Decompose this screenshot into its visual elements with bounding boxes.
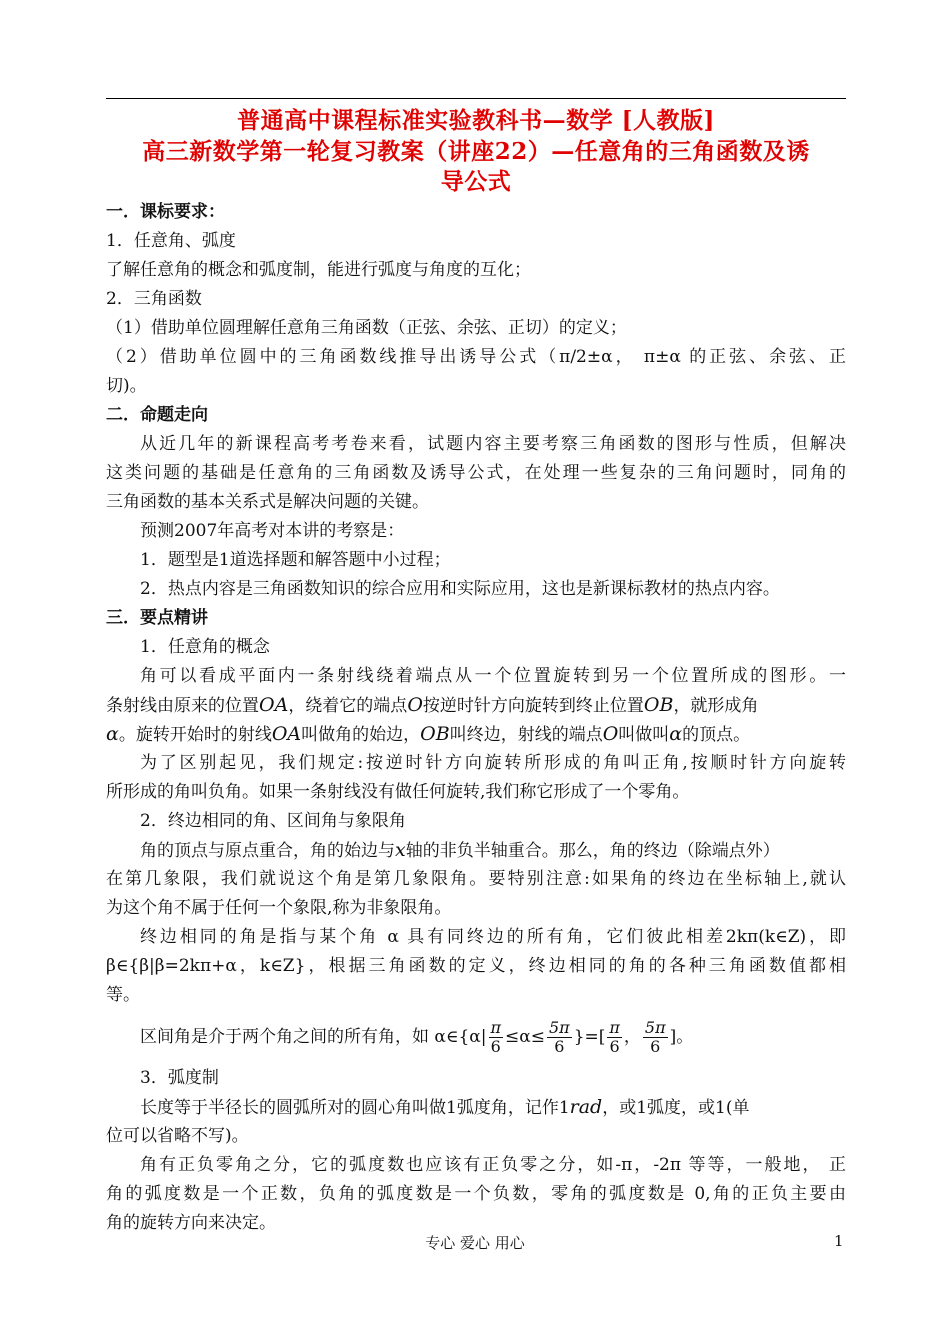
text: 叫做叫 xyxy=(618,725,670,745)
title-line-3: 导公式 xyxy=(440,168,512,195)
paragraph-trend-line-1: 从近几年的新课程高考考卷来看，试题内容主要考察三角函数的图形与性质，但解决 xyxy=(140,434,846,454)
math-OB: OB xyxy=(643,694,674,716)
text: 叫做角的始边， xyxy=(301,725,421,745)
prediction-intro: 预测2007年高考对本讲的考察是： xyxy=(140,521,405,541)
interval-angle-line xyxy=(106,1010,846,1064)
subheading-arbitrary-angle: 1．任意角的概念 xyxy=(140,637,270,657)
page-number: 1 xyxy=(834,1232,844,1250)
text: }=[ xyxy=(573,1027,606,1047)
math-alpha: α xyxy=(106,723,119,745)
numerator: 5π xyxy=(548,1018,570,1037)
denominator: 6 xyxy=(490,1037,501,1056)
math-O: O xyxy=(602,723,619,745)
radian-sign-line-2: 角的弧度数是一个正数，负角的弧度数是一个负数，零角的弧度数是 0,角的正负主要由 xyxy=(106,1184,846,1204)
sign-def-line-1: 为了区别起见，我们规定:按逆时针方向旋转所形成的角叫正角,按顺时针方向旋转 xyxy=(140,753,846,773)
math-x: x xyxy=(395,839,406,861)
title-line-1: 普通高中课程标准实验教科书—数学 [人教版] xyxy=(237,107,715,134)
radian-sign-line-3: 角的旋转方向来决定。 xyxy=(106,1213,276,1233)
text: 轴的非负半轴重合。那么，角的终边（除端点外） xyxy=(405,841,780,861)
prediction-item-1: 1．题型是1道选择题和解答题中小过程； xyxy=(140,550,451,570)
text: 条射线由原来的位置 xyxy=(106,696,259,716)
section-heading-3: 三．要点精讲 xyxy=(106,608,208,628)
item-2: 2．三角函数 xyxy=(106,289,202,309)
text: ，绕着它的端点 xyxy=(288,696,408,716)
angle-def-line-2 xyxy=(106,691,846,720)
text: 的顶点。 xyxy=(682,725,751,745)
item-2-b-line-1: （2）借助单位圆中的三角函数线推导出诱导公式（π/2±α， π±α 的正弦、余弦、正 xyxy=(106,347,846,367)
denominator: 6 xyxy=(609,1037,620,1056)
item-1: 1．任意角、弧度 xyxy=(106,231,236,251)
math-O: O xyxy=(407,694,423,716)
radian-def-line-2: 位可以省略不写)。 xyxy=(106,1126,249,1146)
footer-slogan: 专心 爱心 用心 xyxy=(425,1234,525,1252)
math-OA: OA xyxy=(271,723,302,745)
paragraph-trend-line-3: 三角函数的基本关系式是解决问题的关键。 xyxy=(106,492,429,512)
text: 区间角是介于两个角之间的所有角，如 α∈{α| xyxy=(140,1027,487,1047)
fraction-5pi-over-6 xyxy=(643,1019,668,1056)
radian-def-line-1 xyxy=(106,1093,846,1122)
radian-sign-line-1: 角有正负零角之分，它的弧度数也应该有正负零之分，如-π，-2π 等等，一般地， 正 xyxy=(140,1155,846,1175)
header-rule xyxy=(106,98,846,99)
quadrant-def-line-3: 为这个角不属于任何一个象限,称为非象限角。 xyxy=(106,898,452,918)
text: 按逆时针方向旋转到终止位置 xyxy=(422,696,644,716)
coterminal-line-2: β∈{β|β=2kπ+α，k∈Z}，根据三角函数的定义，终边相同的角的各种三角函数值都相 xyxy=(106,956,846,976)
section-heading-2: 二．命题走向 xyxy=(106,405,208,425)
numerator: π xyxy=(490,1018,502,1037)
text: ]。 xyxy=(669,1027,694,1047)
subheading-coterminal: 2．终边相同的角、区间角与象限角 xyxy=(140,811,406,831)
item-1-text: 了解任意角的概念和弧度制，能进行弧度与角度的互化； xyxy=(106,260,531,280)
text: ，就形成角 xyxy=(673,696,759,716)
denominator: 6 xyxy=(554,1037,565,1056)
denominator: 6 xyxy=(650,1037,661,1056)
document-body xyxy=(106,198,846,1238)
coterminal-line-3: 等。 xyxy=(106,985,140,1005)
section-heading-1: 一．课标要求： xyxy=(106,202,225,222)
quadrant-def-line-1 xyxy=(106,836,846,865)
coterminal-line-1: 终边相同的角是指与某个角 α 具有同终边的所有角，它们彼此相差2kπ(k∈Z)，即 xyxy=(140,927,846,947)
paragraph-trend-line-2: 这类问题的基础是任意角的三角函数及诱导公式，在处理一些复杂的三角问题时，同角的 xyxy=(106,463,846,483)
numerator: 5π xyxy=(644,1018,666,1037)
math-rad: rad xyxy=(569,1096,603,1118)
text: ≤α≤ xyxy=(505,1027,545,1047)
text: 角的顶点与原点重合，角的始边与 xyxy=(140,841,395,861)
item-2-b-line-2: 切)。 xyxy=(106,376,147,396)
math-OA: OA xyxy=(259,694,289,716)
numerator: π xyxy=(609,1018,620,1037)
text: ，或1弧度，或1(单 xyxy=(602,1098,750,1118)
text: 叫终边，射线的端点 xyxy=(449,725,603,745)
title-line-2: 高三新数学第一轮复习教案（讲座22）—任意角的三角函数及诱 xyxy=(142,138,810,165)
quadrant-def-line-2: 在第几象限，我们就说这个角是第几象限角。要特别注意:如果角的终边在坐标轴上,就认 xyxy=(106,869,846,889)
subheading-radian: 3．弧度制 xyxy=(140,1068,219,1088)
text: 长度等于半径长的圆弧所对的圆心角叫做1弧度角，记作1 xyxy=(140,1098,570,1118)
angle-def-line-3 xyxy=(106,720,846,749)
fraction-5pi-over-6 xyxy=(547,1019,572,1056)
fraction-pi-over-6 xyxy=(489,1019,504,1056)
math-alpha: α xyxy=(669,723,683,745)
prediction-item-2: 2．热点内容是三角函数知识的综合应用和实际应用，这也是新课标教材的热点内容。 xyxy=(140,579,780,599)
item-2-a: （1）借助单位圆理解任意角三角函数（正弦、余弦、正切）的定义； xyxy=(106,318,627,338)
math-OB: OB xyxy=(420,723,450,745)
text: ， xyxy=(623,1027,641,1047)
text: 。旋转开始时的射线 xyxy=(118,725,272,745)
angle-def-line-1: 角可以看成平面内一条射线绕着端点从一个位置旋转到另一个位置所成的图形。一 xyxy=(140,666,846,686)
sign-def-line-2: 所形成的角叫负角。如果一条射线没有做任何旋转,我们称它形成了一个零角。 xyxy=(106,782,690,802)
fraction-pi-over-6 xyxy=(607,1019,622,1056)
